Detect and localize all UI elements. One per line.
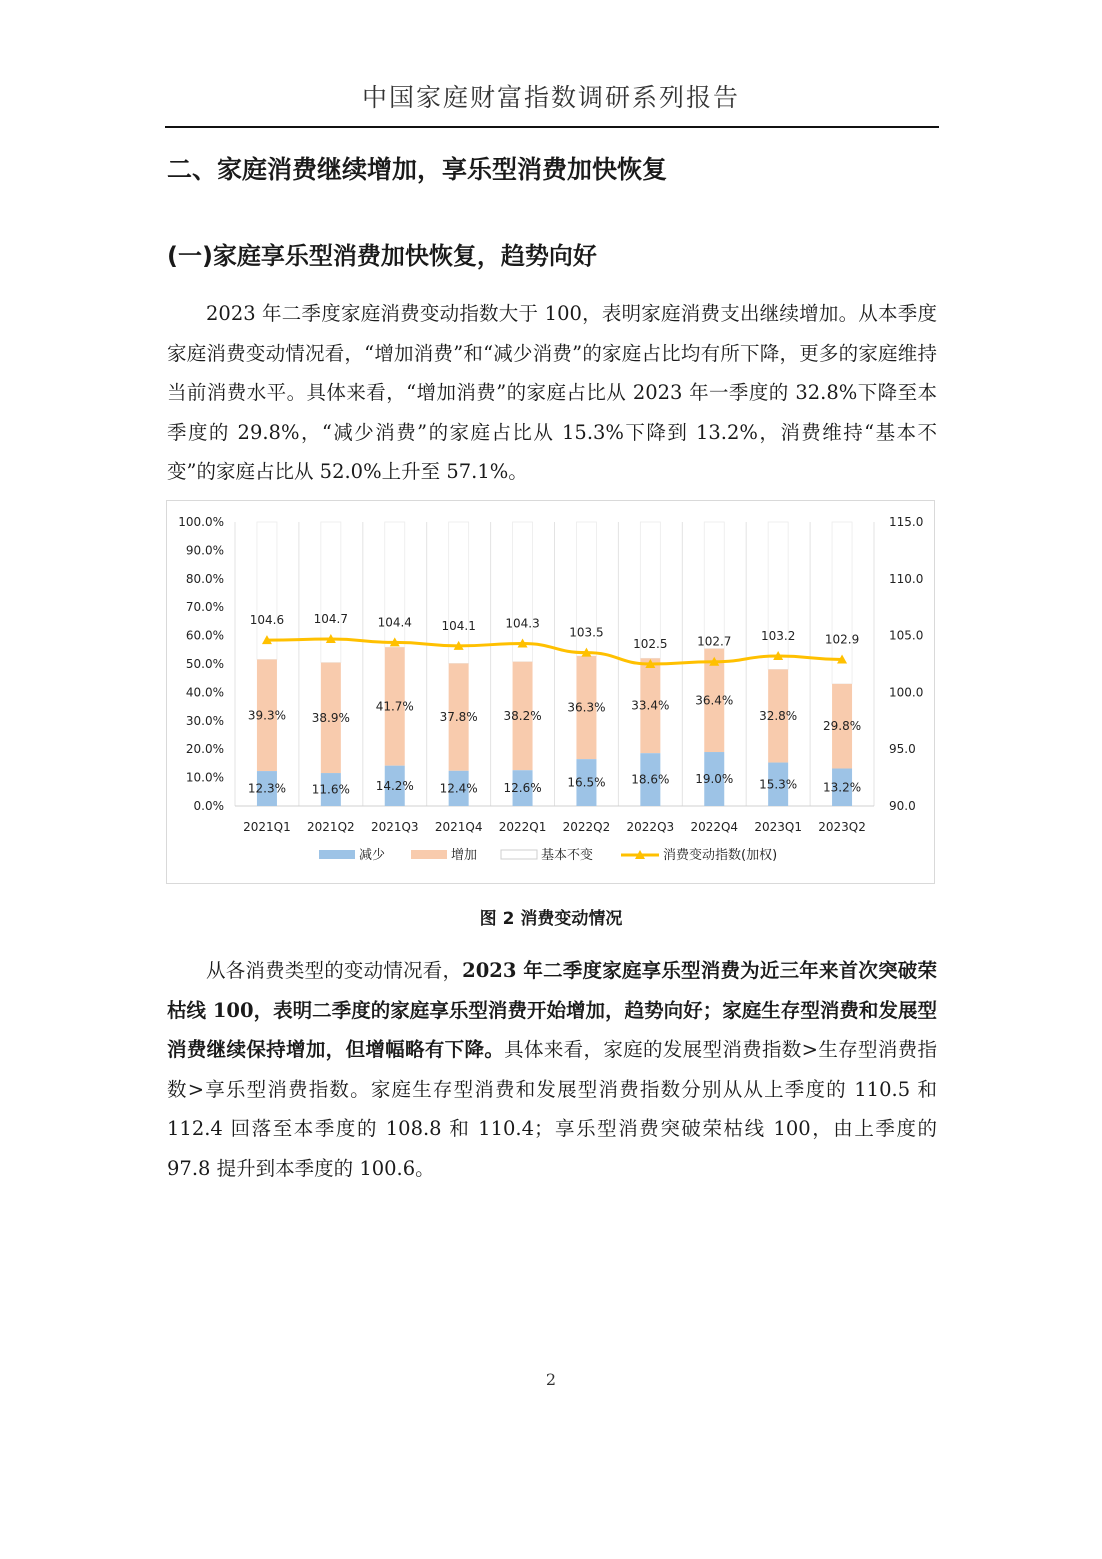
right-axis-tick-label: 90.0 [889,799,916,813]
index-data-label: 104.4 [377,615,412,630]
increase-data-label: 36.4% [695,693,734,708]
x-axis-category-label: 2023Q1 [754,820,802,834]
x-axis-category-label: 2021Q3 [370,820,419,834]
para2-lead: 从各消费类型的变动情况看， [206,959,463,982]
header-divider [165,126,939,128]
decrease-data-label: 14.2% [375,778,414,793]
para2-bold: 2023 年二季度家庭享乐型消费为近三年来首次突破荣枯线 100，表明二季度的家庭享乐型消费开始增加，趋势向好；家庭生存型消费和发展型消费继续保持增加，但增幅略有下降。 [167,959,937,1061]
decrease-data-label: 15.3% [759,777,798,792]
increase-data-label: 32.8% [759,708,798,723]
paragraph-consumption-types [167,951,937,1188]
left-axis-tick-label: 60.0% [185,628,224,643]
legend-label-index: 消费变动指数(加权) [663,848,778,863]
x-axis-category-label: 2021Q2 [307,820,355,834]
increase-data-label: 29.8% [822,719,862,734]
figure-caption: 图 2 消费变动情况 [479,909,623,929]
left-axis-tick-label: 20.0% [185,742,224,757]
legend-swatch-decrease [319,850,355,859]
index-data-label: 104.6 [249,613,285,628]
paragraph-consumption-change: 2023 年二季度家庭消费变动指数大于 100，表明家庭消费支出继续增加。从本季度家庭消费变动情况看，“增加消费”和“减少消费”的家庭占比均有所下降，更多的家庭维持当前消费水平。具体来看，“增加消费”的家庭占比从 2023 年一季度的 32.8%下降至本季度的 29.8%，“减少消费”的家庭占比从 15.3%下降到 13.2%，消费维持“基本不变”的家庭占比从 52.0%上升至 57.1%。 [167,302,937,483]
decrease-data-label: 18.6% [631,772,670,787]
section-heading: 二、家庭消费继续增加，享乐型消费加快恢复 [167,155,668,184]
index-data-label: 102.9 [824,632,860,647]
decrease-data-label: 12.6% [503,781,542,796]
right-axis-tick-label: 110.0 [889,571,924,586]
legend-label-increase: 增加 [451,848,478,863]
decrease-data-label: 12.4% [439,781,478,796]
index-data-label: 103.5 [569,625,604,640]
increase-data-label: 33.4% [631,698,670,713]
chart-svg [167,501,934,883]
index-data-label: 102.7 [697,634,732,649]
legend-label-decrease: 减少 [359,848,386,863]
subsection-heading: (一)家庭享乐型消费加快恢复，趋势向好 [167,242,597,270]
x-axis-category-label: 2022Q2 [562,820,611,834]
left-axis-tick-label: 100.0% [178,515,224,529]
increase-data-label: 37.8% [439,710,478,725]
left-axis-tick-label: 30.0% [185,713,224,728]
bar-segment-unchanged [768,522,788,669]
right-axis-tick-label: 115.0 [889,515,924,529]
right-axis-tick-label: 95.0 [889,742,916,757]
legend-swatch-unchanged [501,850,537,859]
left-axis-tick-label: 0.0% [193,799,224,813]
x-axis-category-label: 2022Q1 [498,820,547,834]
increase-data-label: 38.9% [311,710,350,725]
decrease-data-label: 19.0% [695,772,734,787]
report-header-title: 中国家庭财富指数调研系列报告 [361,83,740,112]
left-axis-tick-label: 80.0% [185,571,224,586]
index-data-label: 104.1 [441,618,476,633]
index-data-label: 102.5 [633,637,668,651]
left-axis-tick-label: 50.0% [185,657,224,671]
increase-data-label: 41.7% [375,699,414,714]
left-axis-tick-label: 10.0% [185,770,224,785]
left-axis-tick-label: 90.0% [185,543,224,558]
increase-data-label: 38.2% [503,708,542,723]
x-axis-category-label: 2021Q1 [243,820,291,834]
page-number: 2 [545,1370,557,1389]
consumption-change-chart [166,500,935,884]
decrease-data-label: 11.6% [311,782,350,797]
decrease-data-label: 16.5% [567,775,606,790]
decrease-data-label: 12.3% [247,781,287,796]
right-axis-tick-label: 105.0 [889,628,924,643]
decrease-data-label: 13.2% [822,780,862,795]
bar-segment-unchanged [704,522,724,649]
x-axis-category-label: 2021Q4 [434,820,483,834]
x-axis-category-label: 2023Q2 [818,820,866,834]
left-axis-tick-label: 40.0% [185,685,224,700]
index-data-label: 104.3 [505,616,540,631]
x-axis-category-label: 2022Q3 [626,820,675,834]
index-data-label: 104.7 [313,612,349,627]
left-axis-tick-label: 70.0% [185,600,224,615]
increase-data-label: 36.3% [567,700,606,715]
legend-label-unchanged: 基本不变 [541,848,594,863]
index-data-label: 103.2 [760,629,796,644]
right-axis-tick-label: 100.0 [889,685,924,700]
para2-rest: 具体来看，家庭的发展型消费指数>生存型消费指数>享乐型消费指数。家庭生存型消费和发展型消费指数分别从从上季度的 110.5 和 112.4 回落至本季度的 108.8 和 110.4；享乐型消费突破荣枯线 100，由上季度的 97.8 提升到本季度的 100.6。 [167,1038,937,1180]
legend-swatch-increase [411,850,447,859]
x-axis-category-label: 2022Q4 [690,820,739,834]
increase-data-label: 39.3% [247,708,287,723]
